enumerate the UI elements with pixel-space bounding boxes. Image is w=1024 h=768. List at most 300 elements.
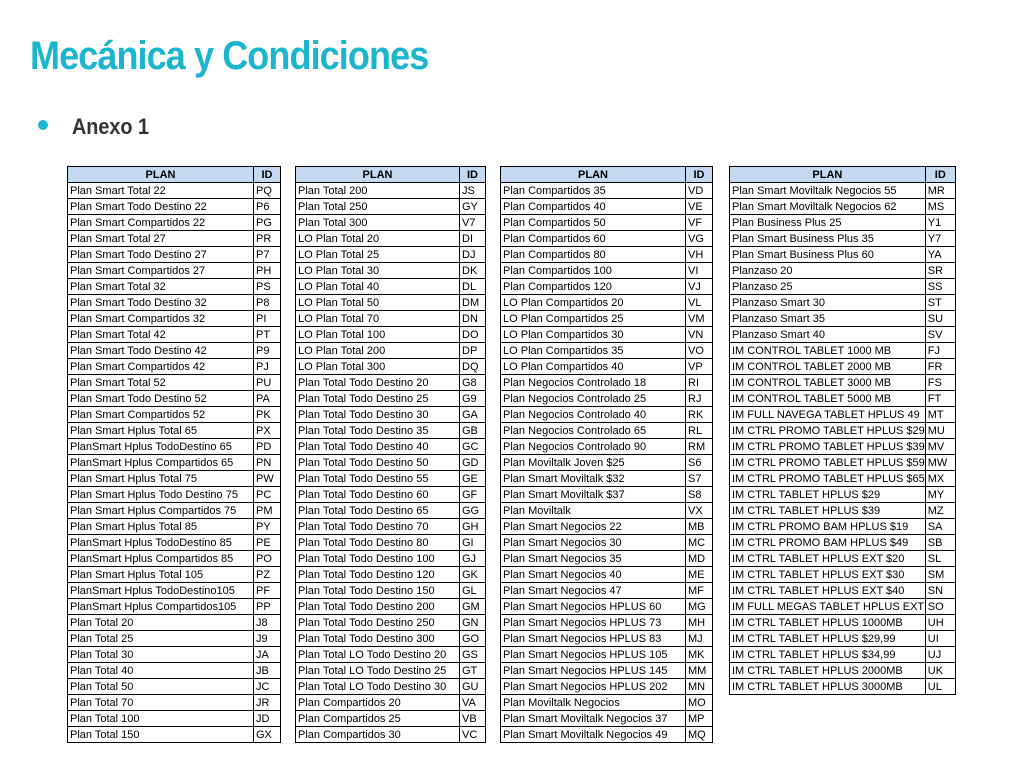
plan-name-cell: LO Plan Compartidos 35 [501, 343, 686, 359]
table-row [501, 727, 713, 743]
plan-name-cell: LO Plan Total 50 [296, 295, 460, 311]
plan-id-cell: MV [925, 439, 955, 455]
plan-id-cell: VA [460, 695, 486, 711]
plan-name-cell: Plan Total 100 [68, 711, 254, 727]
table-row [68, 567, 281, 583]
table-row [68, 455, 281, 471]
table-row [296, 199, 486, 215]
table-row [296, 247, 486, 263]
plan-id-cell: MN [686, 679, 713, 695]
plan-id-cell: SR [925, 263, 955, 279]
id-header: ID [254, 167, 281, 183]
plan-id-cell: PO [254, 551, 281, 567]
table-row [501, 551, 713, 567]
plan-name-cell: Plan Smart Negocios 40 [501, 567, 686, 583]
plan-id-cell: GS [460, 647, 486, 663]
plan-name-cell: Plan Smart Negocios HPLUS 83 [501, 631, 686, 647]
bullet-item [38, 114, 158, 140]
plan-name-cell: Plan Smart Todo Destino 52 [68, 391, 254, 407]
plan-name-cell: PlanSmart Hplus TodoDestino105 [68, 583, 254, 599]
table-row [296, 551, 486, 567]
plan-id-cell: RJ [686, 391, 713, 407]
table-row [68, 295, 281, 311]
plan-name-cell: Plan Total Todo Destino 250 [296, 615, 460, 631]
plan-id-cell: PU [254, 375, 281, 391]
table-row [501, 695, 713, 711]
plan-id-cell: S7 [686, 471, 713, 487]
plan-id-cell: PC [254, 487, 281, 503]
plan-id-cell: MR [925, 183, 955, 199]
plan-name-cell: IM CTRL PROMO BAM HPLUS $49 [730, 535, 926, 551]
plan-name-cell: Plan Negocios Controlado 40 [501, 407, 686, 423]
plan-id-cell: GH [460, 519, 486, 535]
plan-id-cell: MS [925, 199, 955, 215]
plan-id-cell: PT [254, 327, 281, 343]
plan-name-cell: Plan Total Todo Destino 35 [296, 423, 460, 439]
table-row [501, 231, 713, 247]
table-row [730, 519, 956, 535]
plan-name-cell: Plan Compartidos 60 [501, 231, 686, 247]
table-row [68, 679, 281, 695]
plan-id-cell: PH [254, 263, 281, 279]
table-row [68, 247, 281, 263]
table-row [501, 663, 713, 679]
plan-name-cell: Plan Total 70 [68, 695, 254, 711]
plan-id-cell: PZ [254, 567, 281, 583]
plan-id-cell: S8 [686, 487, 713, 503]
table-row [68, 423, 281, 439]
plan-id-cell: G8 [460, 375, 486, 391]
plan-id-cell: MB [686, 519, 713, 535]
plan-name-cell: Plan Smart Total 42 [68, 327, 254, 343]
plan-id-cell: PY [254, 519, 281, 535]
id-header: ID [460, 167, 486, 183]
table-row [501, 295, 713, 311]
table-row [730, 551, 956, 567]
plan-name-cell: Plan Total Todo Destino 150 [296, 583, 460, 599]
plan-name-cell: Plan Smart Compartidos 32 [68, 311, 254, 327]
table-row [730, 215, 956, 231]
plan-name-cell: Plan Total Todo Destino 55 [296, 471, 460, 487]
plan-name-cell: LO Plan Total 30 [296, 263, 460, 279]
table-row [296, 359, 486, 375]
table-row [68, 535, 281, 551]
table-row [730, 679, 956, 695]
plan-id-cell: MF [686, 583, 713, 599]
plan-name-cell: Plan Total 25 [68, 631, 254, 647]
plan-name-cell: PlanSmart Hplus Compartidos105 [68, 599, 254, 615]
plan-id-cell: MJ [686, 631, 713, 647]
plan-name-cell: Plan Business Plus 25 [730, 215, 926, 231]
table-row [296, 663, 486, 679]
plan-name-cell: Plan Total 250 [296, 199, 460, 215]
plan-name-cell: Plan Compartidos 40 [501, 199, 686, 215]
table-row [501, 615, 713, 631]
plan-id-cell: MC [686, 535, 713, 551]
table-row [296, 343, 486, 359]
plan-name-cell: Plan Smart Negocios HPLUS 60 [501, 599, 686, 615]
plan-id-cell: VN [686, 327, 713, 343]
plan-id-cell: VB [460, 711, 486, 727]
table-row [296, 487, 486, 503]
plan-id-cell: VX [686, 503, 713, 519]
plan-name-cell: Plan Smart Negocios HPLUS 73 [501, 615, 686, 631]
plan-id-cell: S6 [686, 455, 713, 471]
table-row [501, 535, 713, 551]
plan-name-cell: Plan Compartidos 120 [501, 279, 686, 295]
id-header: ID [686, 167, 713, 183]
plan-id-cell: GO [460, 631, 486, 647]
table-row [730, 487, 956, 503]
plan-name-cell: PlanSmart Hplus Compartidos 65 [68, 455, 254, 471]
table-row [501, 359, 713, 375]
plan-name-cell: Plan Smart Negocios HPLUS 105 [501, 647, 686, 663]
table-row [296, 583, 486, 599]
plan-id-cell: RK [686, 407, 713, 423]
plan-name-cell: IM CONTROL TABLET 2000 MB [730, 359, 926, 375]
table-row [730, 327, 956, 343]
plan-name-cell: Plan Smart Total 52 [68, 375, 254, 391]
plan-id-cell: SN [925, 583, 955, 599]
plan-name-cell: Plan Smart Hplus Total 105 [68, 567, 254, 583]
table-row [68, 263, 281, 279]
plan-name-cell: Plan Total Todo Destino 30 [296, 407, 460, 423]
table-row [296, 711, 486, 727]
table-row [68, 727, 281, 743]
plan-name-cell: Plan Smart Compartidos 27 [68, 263, 254, 279]
plan-id-cell: GF [460, 487, 486, 503]
plan-id-cell: SL [925, 551, 955, 567]
table-row [68, 711, 281, 727]
plan-id-cell: VO [686, 343, 713, 359]
plan-name-cell: Plan Negocios Controlado 25 [501, 391, 686, 407]
plan-name-cell: IM CONTROL TABLET 5000 MB [730, 391, 926, 407]
plan-name-cell: IM CTRL PROMO TABLET HPLUS $39 [730, 439, 926, 455]
table-row [501, 343, 713, 359]
plan-name-cell: Plan Total Todo Destino 25 [296, 391, 460, 407]
plan-id-cell: FT [925, 391, 955, 407]
plan-name-cell: Plan Compartidos 35 [501, 183, 686, 199]
table-row [296, 631, 486, 647]
table-row [68, 311, 281, 327]
plan-name-cell: IM CTRL TABLET HPLUS 2000MB [730, 663, 926, 679]
table-row [68, 199, 281, 215]
table-row [730, 663, 956, 679]
table-row [501, 311, 713, 327]
plan-id-cell: JC [254, 679, 281, 695]
plan-id-cell: SV [925, 327, 955, 343]
plan-name-cell: IM CTRL TABLET HPLUS $39 [730, 503, 926, 519]
plan-id-cell: GE [460, 471, 486, 487]
plan-id-cell: DQ [460, 359, 486, 375]
plan-name-cell: Plan Smart Hplus Total 85 [68, 519, 254, 535]
table-row [730, 375, 956, 391]
table-row [501, 711, 713, 727]
table-row [501, 279, 713, 295]
table-row [68, 391, 281, 407]
plan-name-cell: Plan Smart Negocios HPLUS 202 [501, 679, 686, 695]
plan-id-cell: VH [686, 247, 713, 263]
plan-name-cell: Plan Smart Moviltalk Negocios 49 [501, 727, 686, 743]
plan-name-cell: Plan Total 20 [68, 615, 254, 631]
table-row [296, 535, 486, 551]
table-row [501, 439, 713, 455]
table-row [68, 519, 281, 535]
plan-name-cell: IM CTRL TABLET HPLUS $29,99 [730, 631, 926, 647]
plan-id-cell: RM [686, 439, 713, 455]
table-row [296, 599, 486, 615]
table-row [68, 599, 281, 615]
plan-id-cell: PX [254, 423, 281, 439]
plan-id-cell: DJ [460, 247, 486, 263]
plan-name-cell: LO Plan Total 25 [296, 247, 460, 263]
table-row [501, 263, 713, 279]
plan-name-cell: Plan Total Todo Destino 200 [296, 599, 460, 615]
plan-id-cell: PR [254, 231, 281, 247]
plan-name-cell: Plan Smart Todo Destino 27 [68, 247, 254, 263]
plan-name-cell: Plan Smart Moviltalk Negocios 55 [730, 183, 926, 199]
plan-name-cell: Planzaso Smart 40 [730, 327, 926, 343]
table-row [730, 183, 956, 199]
bullet-text: Anexo 1 [72, 114, 150, 139]
plan-id-cell: GN [460, 615, 486, 631]
plan-name-cell: IM CONTROL TABLET 3000 MB [730, 375, 926, 391]
plan-name-cell: Plan Smart Negocios HPLUS 145 [501, 663, 686, 679]
plan-name-cell: LO Plan Total 40 [296, 279, 460, 295]
plan-id-cell: VF [686, 215, 713, 231]
plan-name-cell: LO Plan Compartidos 20 [501, 295, 686, 311]
table-row [68, 231, 281, 247]
table-row [501, 407, 713, 423]
plan-name-cell: Plan Moviltalk Joven $25 [501, 455, 686, 471]
plan-header: PLAN [68, 167, 254, 183]
plan-id-cell: VM [686, 311, 713, 327]
plan-name-cell: Plan Total Todo Destino 120 [296, 567, 460, 583]
plan-name-cell: IM CTRL TABLET HPLUS $29 [730, 487, 926, 503]
plan-id-cell: SM [925, 567, 955, 583]
plan-id-cell: UJ [925, 647, 955, 663]
plan-id-cell: PI [254, 311, 281, 327]
plan-id-cell: JA [254, 647, 281, 663]
table-row [296, 727, 486, 743]
plan-name-cell: IM CTRL TABLET HPLUS 3000MB [730, 679, 926, 695]
plan-name-cell: PlanSmart Hplus TodoDestino 85 [68, 535, 254, 551]
plan-id-cell: MT [925, 407, 955, 423]
plan-id-cell: RI [686, 375, 713, 391]
plan-name-cell: Plan Smart Compartidos 42 [68, 359, 254, 375]
plan-id-cell: FS [925, 375, 955, 391]
plan-id-cell: GG [460, 503, 486, 519]
table-row [501, 487, 713, 503]
table-row [501, 247, 713, 263]
table-row [501, 327, 713, 343]
plan-id-cell: SU [925, 311, 955, 327]
table-row [501, 391, 713, 407]
plan-id-cell: SA [925, 519, 955, 535]
table-row [296, 263, 486, 279]
plan-name-cell: Planzaso Smart 35 [730, 311, 926, 327]
plan-id-cell: Y7 [925, 231, 955, 247]
table-row [68, 215, 281, 231]
plan-name-cell: PlanSmart Hplus TodoDestino 65 [68, 439, 254, 455]
plan-name-cell: Plan Smart Compartidos 52 [68, 407, 254, 423]
slide-title: Mecánica y Condiciones [30, 34, 429, 78]
table-row [296, 375, 486, 391]
table-row [68, 487, 281, 503]
plan-name-cell: Plan Smart Negocios 22 [501, 519, 686, 535]
plan-id-cell: RL [686, 423, 713, 439]
plan-name-cell: Plan Moviltalk [501, 503, 686, 519]
plan-header: PLAN [730, 167, 926, 183]
plan-name-cell: Plan Compartidos 80 [501, 247, 686, 263]
plan-id-cell: MP [686, 711, 713, 727]
plan-name-cell: IM CTRL TABLET HPLUS EXT $30 [730, 567, 926, 583]
plan-name-cell: LO Plan Total 20 [296, 231, 460, 247]
table-row [68, 327, 281, 343]
table-row [501, 567, 713, 583]
plan-id-cell: PP [254, 599, 281, 615]
id-header: ID [925, 167, 955, 183]
plan-id-cell: VD [686, 183, 713, 199]
table-row [730, 583, 956, 599]
table-row [501, 455, 713, 471]
plan-name-cell: Plan Smart Negocios 47 [501, 583, 686, 599]
plan-id-cell: DK [460, 263, 486, 279]
plan-id-cell: VL [686, 295, 713, 311]
table-row [730, 535, 956, 551]
table-row [501, 375, 713, 391]
plan-name-cell: Plan Negocios Controlado 90 [501, 439, 686, 455]
plan-id-cell: PM [254, 503, 281, 519]
table-row [730, 407, 956, 423]
table-row [501, 215, 713, 231]
table-row [501, 679, 713, 695]
table-row [296, 311, 486, 327]
plan-id-cell: J9 [254, 631, 281, 647]
table-row [68, 279, 281, 295]
plan-name-cell: Plan Compartidos 50 [501, 215, 686, 231]
plan-name-cell: Plan Smart Moviltalk Negocios 37 [501, 711, 686, 727]
table-row [296, 407, 486, 423]
plan-name-cell: Plan Total 50 [68, 679, 254, 695]
table-row [501, 519, 713, 535]
plan-id-cell: MZ [925, 503, 955, 519]
plan-id-cell: PD [254, 439, 281, 455]
plan-id-cell: GD [460, 455, 486, 471]
table-row [730, 455, 956, 471]
table-row [296, 567, 486, 583]
table-row [68, 631, 281, 647]
table-row [68, 183, 281, 199]
plan-name-cell: IM CTRL PROMO BAM HPLUS $19 [730, 519, 926, 535]
plan-name-cell: IM FULL NAVEGA TABLET HPLUS 49 [730, 407, 926, 423]
plan-name-cell: LO Plan Compartidos 25 [501, 311, 686, 327]
table-row [501, 423, 713, 439]
table-row [68, 503, 281, 519]
table-row [68, 375, 281, 391]
plan-id-cell: DO [460, 327, 486, 343]
plan-id-cell: SO [925, 599, 955, 615]
plan-name-cell: Plan Negocios Controlado 18 [501, 375, 686, 391]
plan-name-cell: Plan Smart Total 27 [68, 231, 254, 247]
plan-id-cell: VE [686, 199, 713, 215]
plan-name-cell: Plan Smart Moviltalk Negocios 62 [730, 199, 926, 215]
table-row [68, 583, 281, 599]
plan-id-cell: MH [686, 615, 713, 631]
table-row [730, 295, 956, 311]
table-row [730, 647, 956, 663]
plan-name-cell: Plan Smart Hplus Total 65 [68, 423, 254, 439]
table-row [730, 199, 956, 215]
plan-name-cell: LO Plan Total 300 [296, 359, 460, 375]
table-row [68, 551, 281, 567]
table-row [68, 359, 281, 375]
plan-name-cell: Plan Smart Total 32 [68, 279, 254, 295]
plan-name-cell: Plan Smart Business Plus 60 [730, 247, 926, 263]
table-row [68, 439, 281, 455]
table-row [68, 615, 281, 631]
plan-id-cell: MX [925, 471, 955, 487]
plan-id-cell: VI [686, 263, 713, 279]
plan-name-cell: Plan Smart Todo Destino 32 [68, 295, 254, 311]
table-row [296, 647, 486, 663]
table-row [730, 439, 956, 455]
plan-id-cell: GK [460, 567, 486, 583]
plan-name-cell: Plan Total 40 [68, 663, 254, 679]
table-row [68, 343, 281, 359]
plan-name-cell: Plan Smart Moviltalk $37 [501, 487, 686, 503]
plan-name-cell: Plan Total Todo Destino 80 [296, 535, 460, 551]
plan-name-cell: IM CTRL TABLET HPLUS EXT $40 [730, 583, 926, 599]
plan-name-cell: Plan Negocios Controlado 65 [501, 423, 686, 439]
table-row [730, 231, 956, 247]
table-row [296, 615, 486, 631]
plan-id-cell: GB [460, 423, 486, 439]
plan-name-cell: Plan Total Todo Destino 65 [296, 503, 460, 519]
table-row [730, 359, 956, 375]
table-row [296, 279, 486, 295]
table-row [501, 631, 713, 647]
plan-id-cell: DN [460, 311, 486, 327]
table-row [730, 599, 956, 615]
plan-name-cell: Plan Total 300 [296, 215, 460, 231]
table-row [730, 279, 956, 295]
table-row [68, 647, 281, 663]
table-row [730, 247, 956, 263]
plan-name-cell: Plan Smart Moviltalk $32 [501, 471, 686, 487]
table-row [730, 631, 956, 647]
plan-id-cell: MQ [686, 727, 713, 743]
plan-name-cell: Plan Total LO Todo Destino 25 [296, 663, 460, 679]
table-row [296, 183, 486, 199]
table-row [68, 663, 281, 679]
plan-name-cell: Planzaso 25 [730, 279, 926, 295]
table-row [730, 615, 956, 631]
plan-id-cell: UI [925, 631, 955, 647]
plan-name-cell: Plan Smart Todo Destino 22 [68, 199, 254, 215]
table-row [501, 599, 713, 615]
plan-name-cell: Plan Smart Hplus Compartidos 75 [68, 503, 254, 519]
table-row [730, 503, 956, 519]
table-row [296, 295, 486, 311]
table-row [296, 519, 486, 535]
plan-table-4 [729, 166, 956, 695]
table-row [501, 199, 713, 215]
table-row [730, 471, 956, 487]
plan-id-cell: DI [460, 231, 486, 247]
plan-id-cell: ST [925, 295, 955, 311]
plan-id-cell: P8 [254, 295, 281, 311]
